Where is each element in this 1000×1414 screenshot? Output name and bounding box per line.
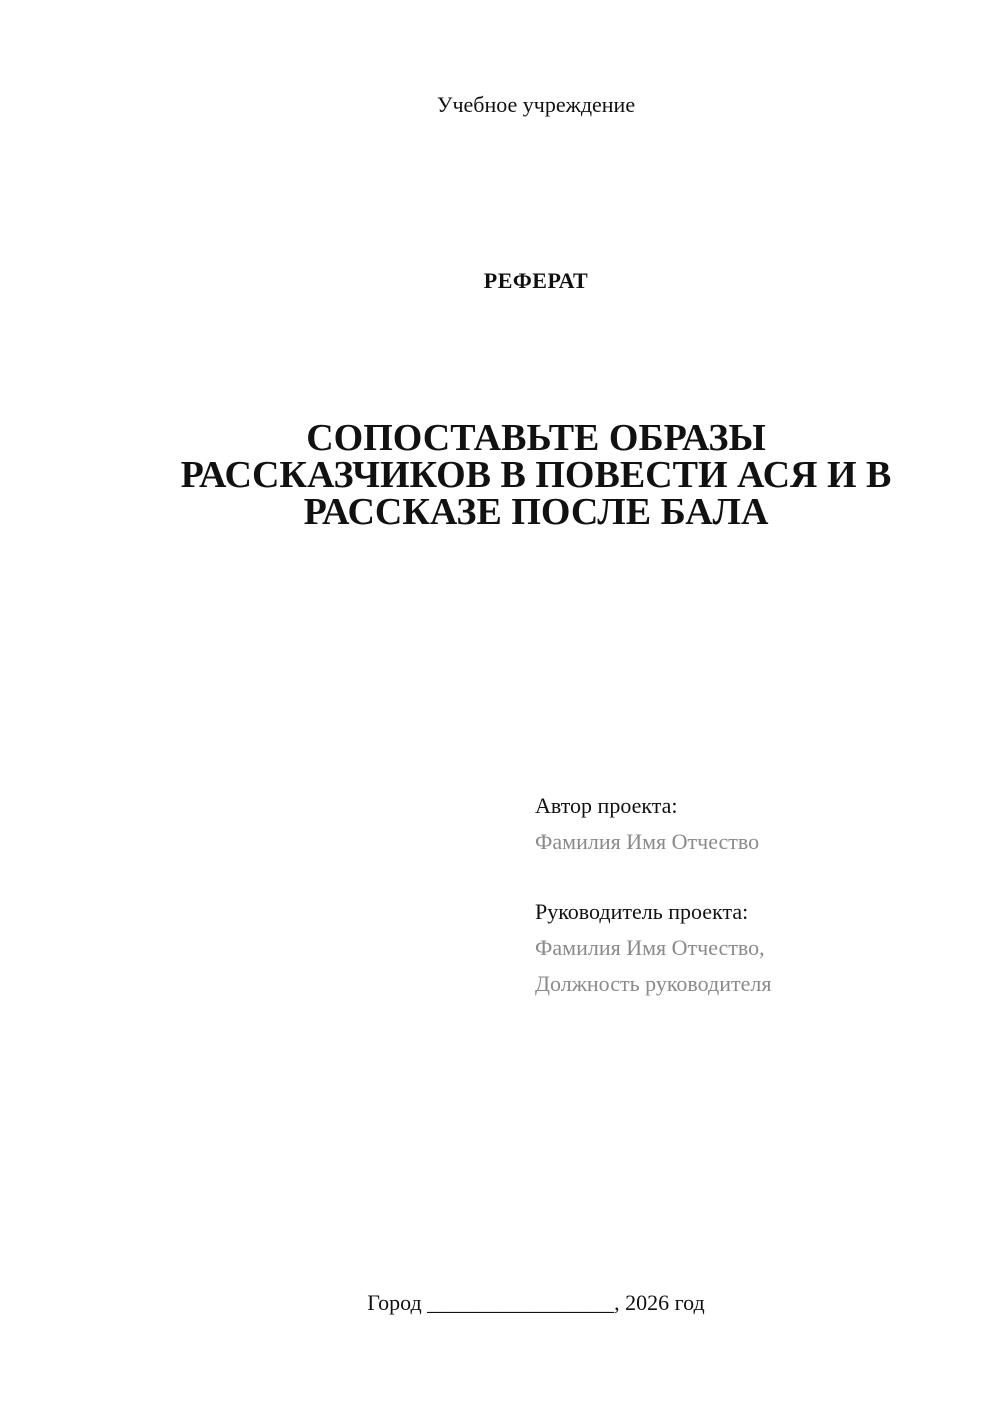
author-label: Автор проекта: [535, 793, 678, 818]
city-year-line: Город _________________, 2026 год [367, 1290, 705, 1315]
author-name: Фамилия Имя Отчество [535, 829, 760, 854]
document-type: РЕФЕРАТ [483, 268, 589, 293]
title-line: СОПОСТАВЬТЕ ОБРАЗЫ [306, 417, 766, 459]
page-title [150, 417, 922, 533]
title-line: РАССКАЗЕ ПОСЛЕ БАЛА [303, 491, 769, 533]
supervisor-position: Должность руководителя [535, 971, 772, 996]
spacer [535, 860, 975, 894]
title-line: РАССКАЗЧИКОВ В ПОВЕСТИ АСЯ И В [180, 454, 892, 496]
authors-block [535, 788, 975, 1002]
supervisor-name: Фамилия Имя Отчество, [535, 935, 765, 960]
supervisor-label: Руководитель проекта: [535, 899, 749, 924]
institution-name: Учебное учреждение [436, 92, 636, 117]
